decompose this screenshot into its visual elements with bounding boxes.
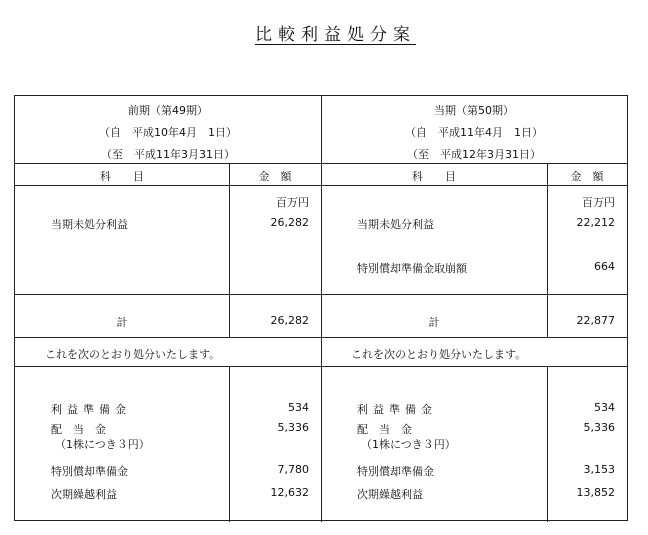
dispose-line <box>15 366 627 367</box>
prev-dividend-note: （1株につき３円） <box>55 438 150 451</box>
prev-amount-divider <box>229 163 230 337</box>
curr-unit: 百万円 <box>582 196 615 209</box>
curr-legal-reserve-label: 利益準備金 <box>357 403 437 416</box>
curr-period-label: 当期（第50期） <box>434 104 514 117</box>
curr-reversal-value: 664 <box>594 260 615 273</box>
prev-col-amount: 金 額 <box>258 170 292 183</box>
curr-period-to: （至 平成12年3月31日） <box>407 148 541 161</box>
period-header-line <box>15 163 627 164</box>
curr-col-amount: 金 額 <box>570 170 604 183</box>
curr-period-from: （自 平成11年4月 1日） <box>405 126 543 139</box>
prev-income-value: 26,282 <box>270 216 309 229</box>
curr-carryforward-value: 13,852 <box>576 486 615 499</box>
prev-total-value: 26,282 <box>270 314 309 327</box>
curr-special-reserve-value: 3,153 <box>583 463 615 476</box>
prev-carryforward-label: 次期繰越利益 <box>51 488 117 501</box>
total-top-line <box>15 294 627 295</box>
curr-dispose-text: これを次のとおり処分いたします。 <box>351 348 527 361</box>
prev-dispose-text: これを次のとおり処分いたします。 <box>45 348 221 361</box>
prev-period-to: （至 平成11年3月31日） <box>101 148 235 161</box>
prev-legal-reserve-value: 534 <box>288 401 309 414</box>
prev-dividend-value: 5,336 <box>277 421 309 434</box>
curr-amount-divider <box>547 163 548 337</box>
column-header-line <box>15 185 627 186</box>
comparison-table <box>14 95 628 521</box>
prev-dividend-label: 配 当 金 <box>51 423 106 436</box>
prev-total-label: 計 <box>116 316 128 329</box>
curr-total-value: 22,877 <box>576 314 615 327</box>
prev-carryforward-value: 12,632 <box>270 486 309 499</box>
curr-dividend-label: 配 当 金 <box>357 423 412 436</box>
curr-reversal-label: 特別償却準備金取崩額 <box>357 262 467 275</box>
prev-period-label: 前期（第49期） <box>128 104 208 117</box>
page-title: 比較利益処分案 <box>255 25 416 45</box>
curr-legal-reserve-value: 534 <box>594 401 615 414</box>
prev-unit: 百万円 <box>276 196 309 209</box>
prev-special-reserve-label: 特別償却準備金 <box>51 465 128 478</box>
prev-income-label: 当期未処分利益 <box>51 218 128 231</box>
curr-total-label: 計 <box>428 316 440 329</box>
total-bottom-line <box>15 337 627 338</box>
curr-dividend-value: 5,336 <box>583 421 615 434</box>
prev-period-from: （自 平成10年4月 1日） <box>99 126 237 139</box>
prev-col-item: 科 目 <box>100 170 144 183</box>
curr-income-label: 当期未処分利益 <box>357 218 434 231</box>
curr-carryforward-label: 次期繰越利益 <box>357 488 423 501</box>
curr-col-item: 科 目 <box>412 170 456 183</box>
prev-legal-reserve-label: 利益準備金 <box>51 403 131 416</box>
curr-special-reserve-label: 特別償却準備金 <box>357 465 434 478</box>
curr-dividend-note: （1株につき３円） <box>361 438 456 451</box>
prev-special-reserve-value: 7,780 <box>277 463 309 476</box>
curr-income-value: 22,212 <box>576 216 615 229</box>
